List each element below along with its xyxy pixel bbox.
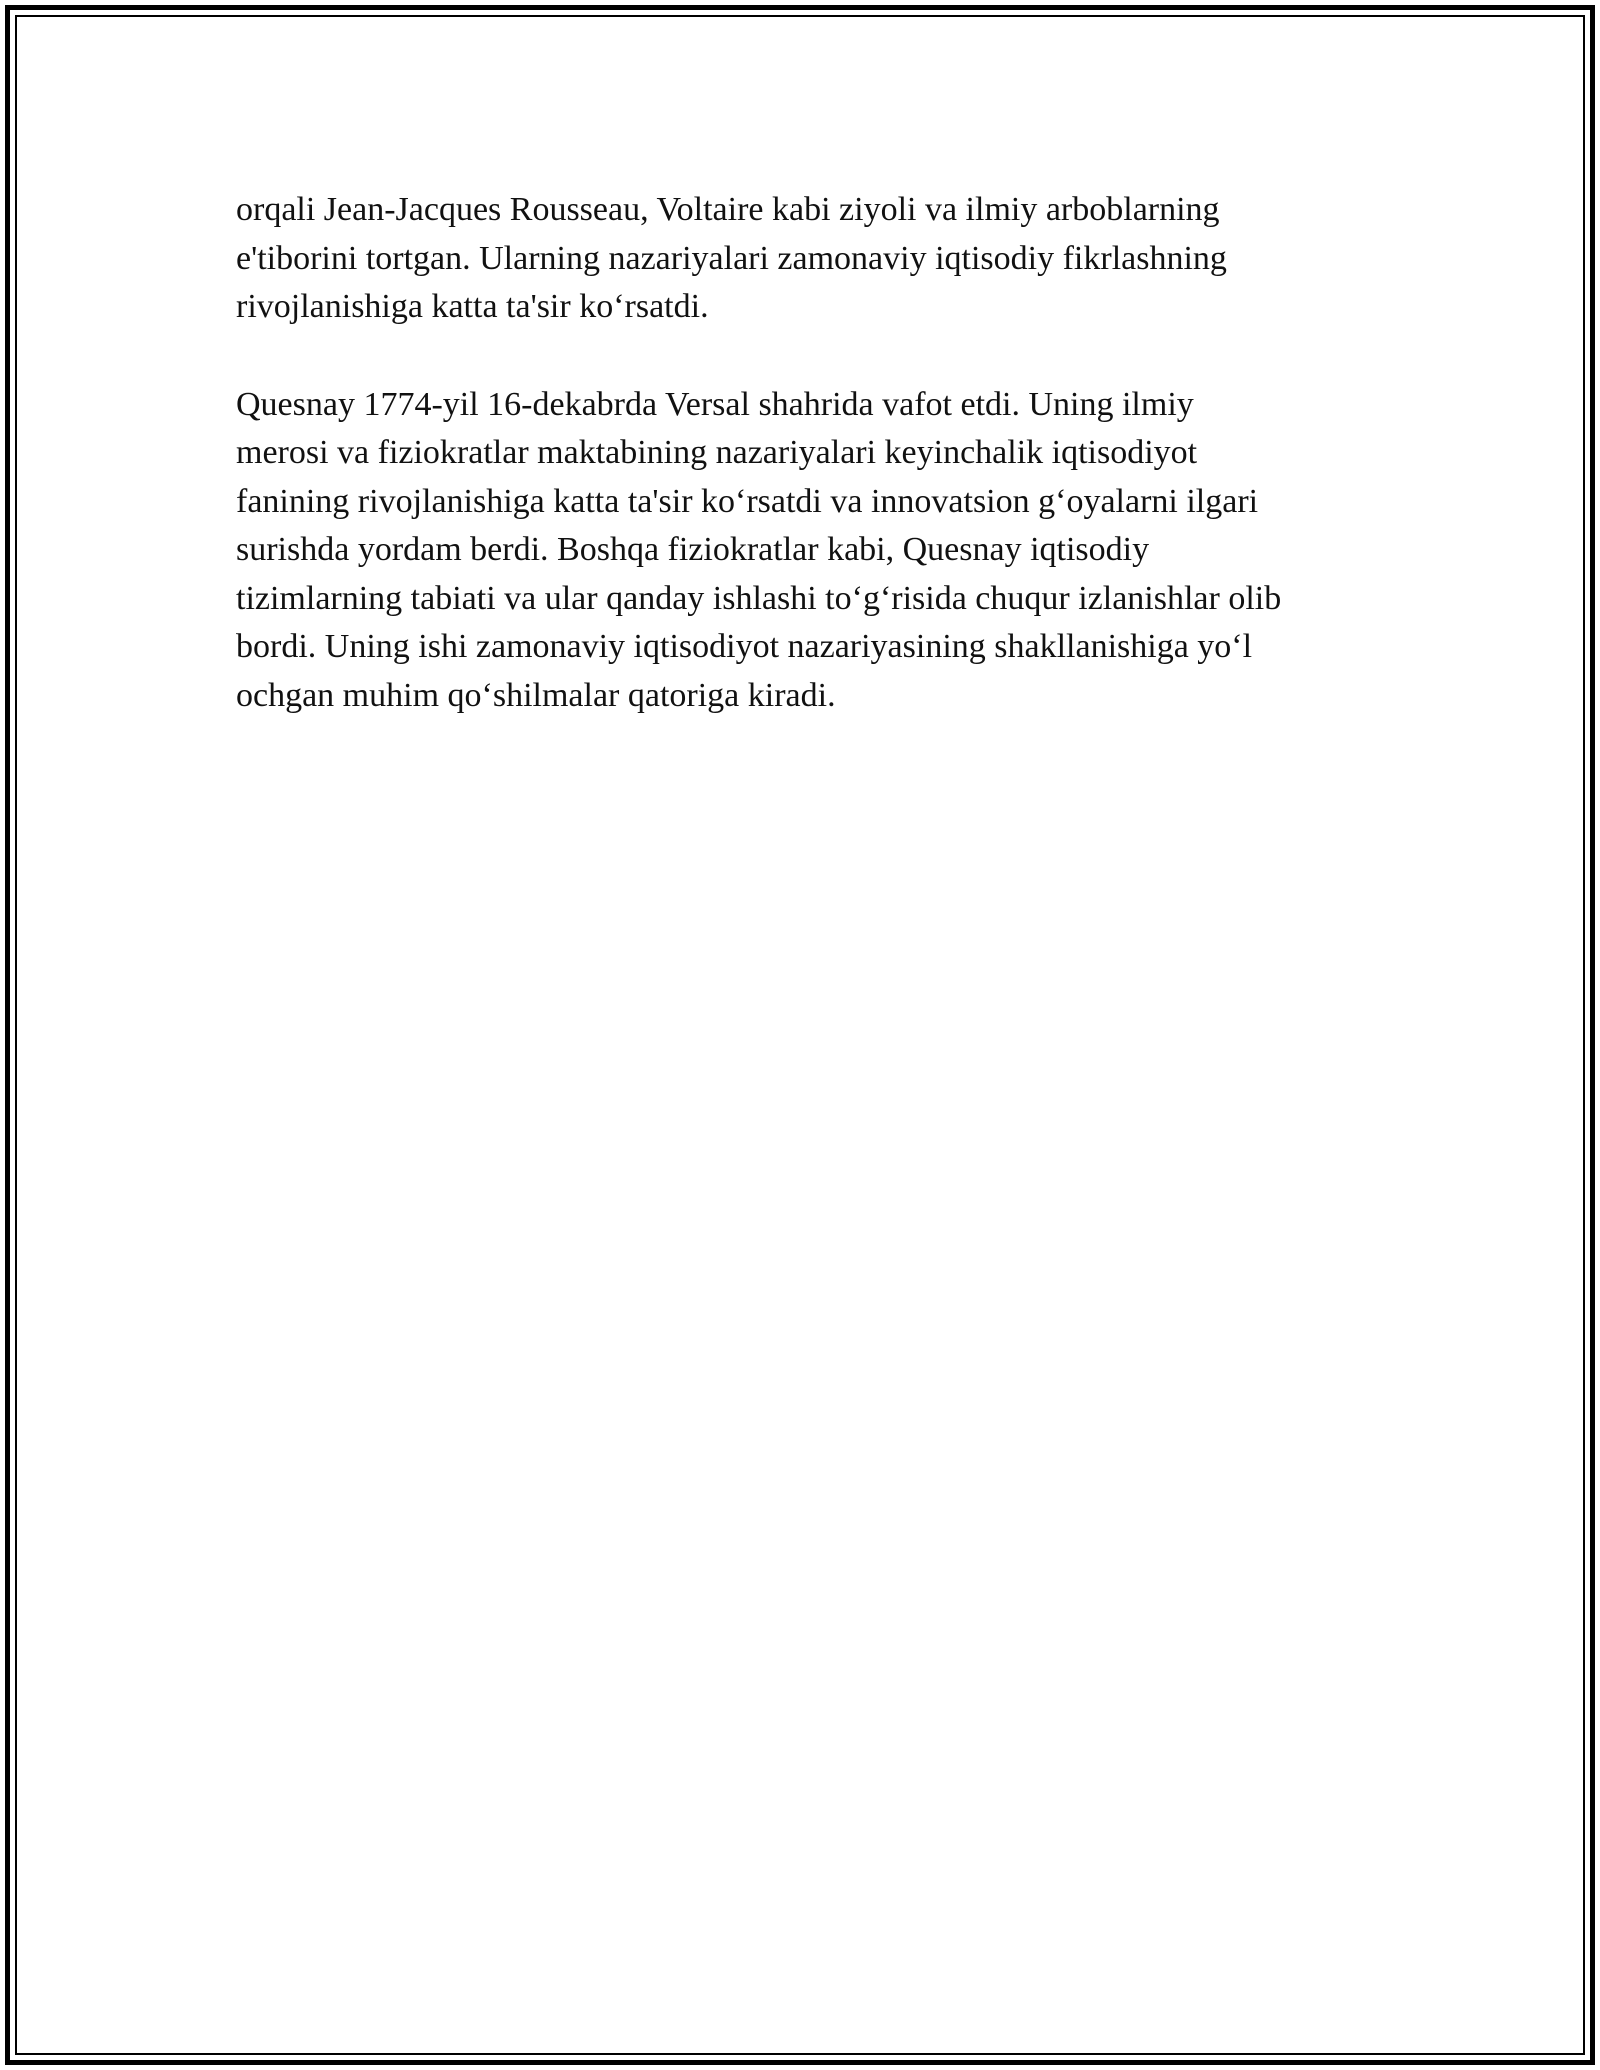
text-line: Quesnay 1774-yil 16-dekabrda Versal shahrida vafot etdi. Uning ilmiy [236, 385, 1194, 423]
text-line: surishda yordam berdi. Boshqa fiziokratlar kabi, Quesnay iqtisodiy [236, 531, 1150, 568]
document-body [236, 186, 1376, 769]
text-line: e'tiborini tortgan. Ularning nazariyalari zamonaviy iqtisodiy fikrlashning [236, 239, 1227, 277]
text-line: bordi. Uning ishi zamonaviy iqtisodiyot nazariyasining shakllanishiga yo‘l [236, 628, 1253, 665]
paragraph-2 [236, 381, 1376, 721]
text-line: fanining rivojlanishiga katta ta'sir ko‘rsatdi va innovatsion g‘oyalarni ilgari [236, 482, 1259, 520]
text-line: tizimlarning tabiati va ular qanday ishlashi to‘g‘risida chuqur izlanishlar olib [236, 579, 1282, 617]
text-line: ochgan muhim qo‘shilmalar qatoriga kiradi. [236, 676, 836, 714]
text-line: orqali Jean-Jacques Rousseau, Voltaire kabi ziyoli va ilmiy arboblarning [236, 191, 1220, 228]
text-line: merosi va fiziokratlar maktabining nazariyalari keyinchalik iqtisodiyot [236, 434, 1198, 471]
text-line: rivojlanishiga katta ta'sir ko‘rsatdi. [236, 288, 709, 325]
paragraph-1 [236, 186, 1376, 332]
